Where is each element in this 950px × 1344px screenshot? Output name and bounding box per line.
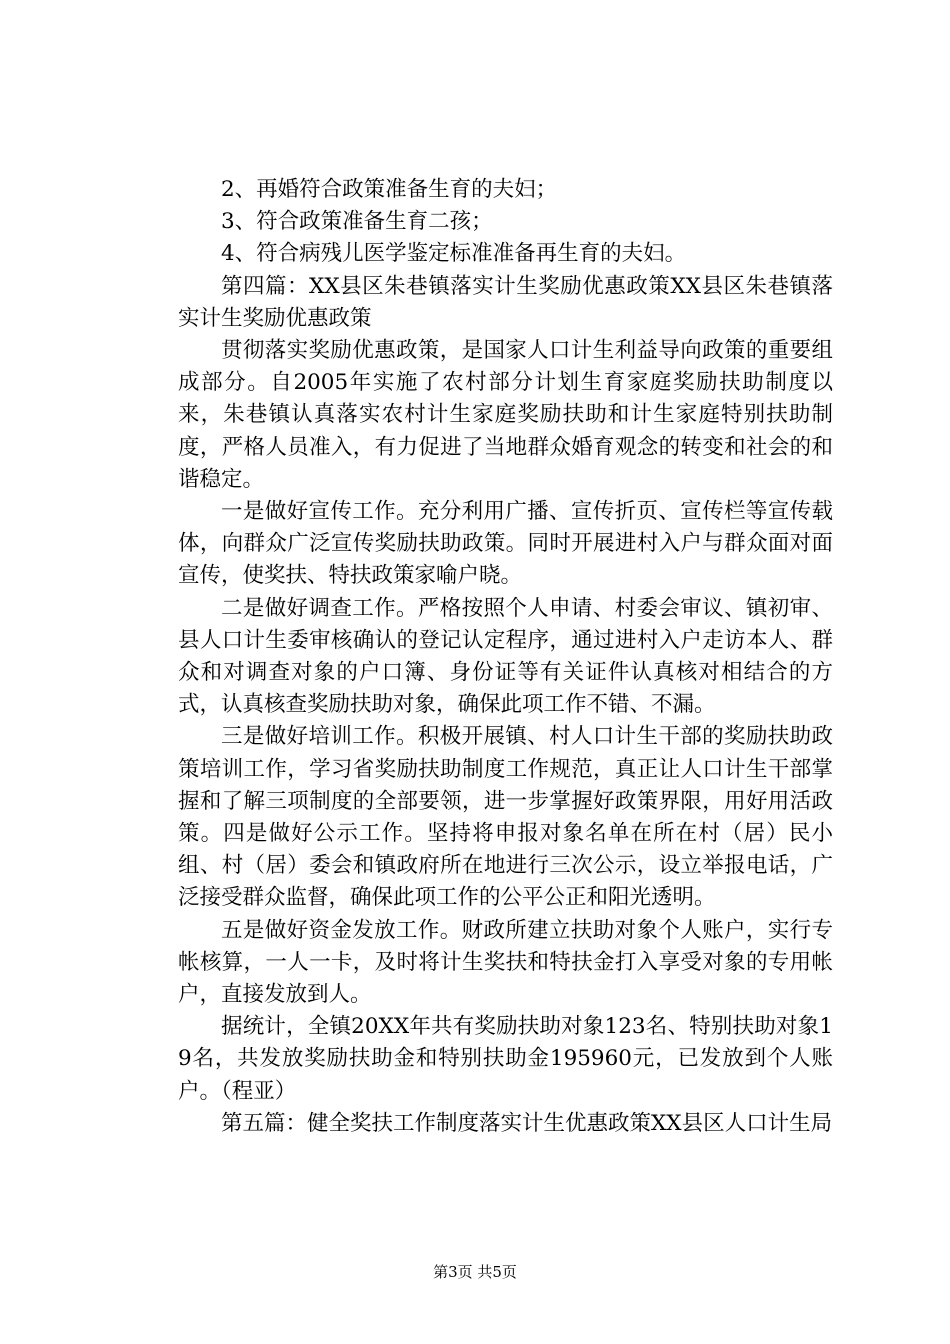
paragraph-statistics: 据统计，全镇20XX年共有奖励扶助对象123名、特别扶助对象19名，共发放奖励扶助金和特别扶助金195960元，已发放到个人账户。（程亚） — [178, 1014, 833, 1104]
paragraph-publicity: 一是做好宣传工作。充分利用广播、宣传折页、宣传栏等宣传载体，向群众广泛宣传奖励扶助政策。同时开展进村入户与群众面对面宣传，使奖扶、特扶政策家喻户晓。 — [178, 499, 833, 589]
paragraph-funding: 五是做好资金发放工作。财政所建立扶助对象个人账户，实行专帐核算，一人一卡，及时将计生奖扶和特扶金打入享受对象的专用帐户，直接发放到人。 — [178, 917, 833, 1008]
paragraph-item-3: 3、符合政策准备生育二孩； — [221, 209, 493, 235]
section-heading-part-5: 第五篇：健全奖扶工作制度落实计生优惠政策XX县区人口计生局 — [221, 1110, 833, 1136]
paragraph-item-2: 2、再婚符合政策准备生育的夫妇； — [221, 177, 558, 202]
paragraph-item-4: 4、符合病残儿医学鉴定标准准备再生育的夫妇。 — [221, 241, 687, 267]
paragraph-training: 三是做好培训工作。积极开展镇、村人口计生干部的奖励扶助政策培训工作，学习省奖励扶助制度工作规范，真正让人口计生干部掌握和了解三项制度的全部要领，进一步掌握好政策界限，用好用活政策。四是做好公示工作。坚持将申报对象名单在所在村（居）民小组、村（居）委会和镇政府所在地进行三次公示，设立举报电话，广泛接受群众监督，确保此项工作的公平公正和阳光透明。 — [178, 724, 833, 911]
paragraph-investigation: 二是做好调查工作。严格按照个人申请、村委会审议、镇初审、县人口计生委审核确认的登记认定程序，通过进村入户走访本人、群众和对调查对象的户口簿、身份证等有关证件认真核对相结合的方式，认真核查奖励扶助对象，确保此项工作不错、不漏。 — [178, 595, 833, 718]
section-heading-part-4: 第四篇：XX县区朱巷镇落实计生奖励优惠政策XX县区朱巷镇落实计生奖励优惠政策 — [178, 273, 833, 331]
document-body — [178, 174, 833, 1140]
page-number-footer: 第3页 共5页 — [433, 1263, 517, 1281]
paragraph-intro: 贯彻落实奖励优惠政策，是国家人口计生利益导向政策的重要组成部分。自2005年实施了农村部分计划生育家庭奖励扶助制度以来，朱巷镇认真落实农村计生家庭奖励扶助和计生家庭特别扶助制度，严格人员准入，有力促进了当地群众婚育观念的转变和社会的和谐稳定。 — [178, 338, 833, 492]
